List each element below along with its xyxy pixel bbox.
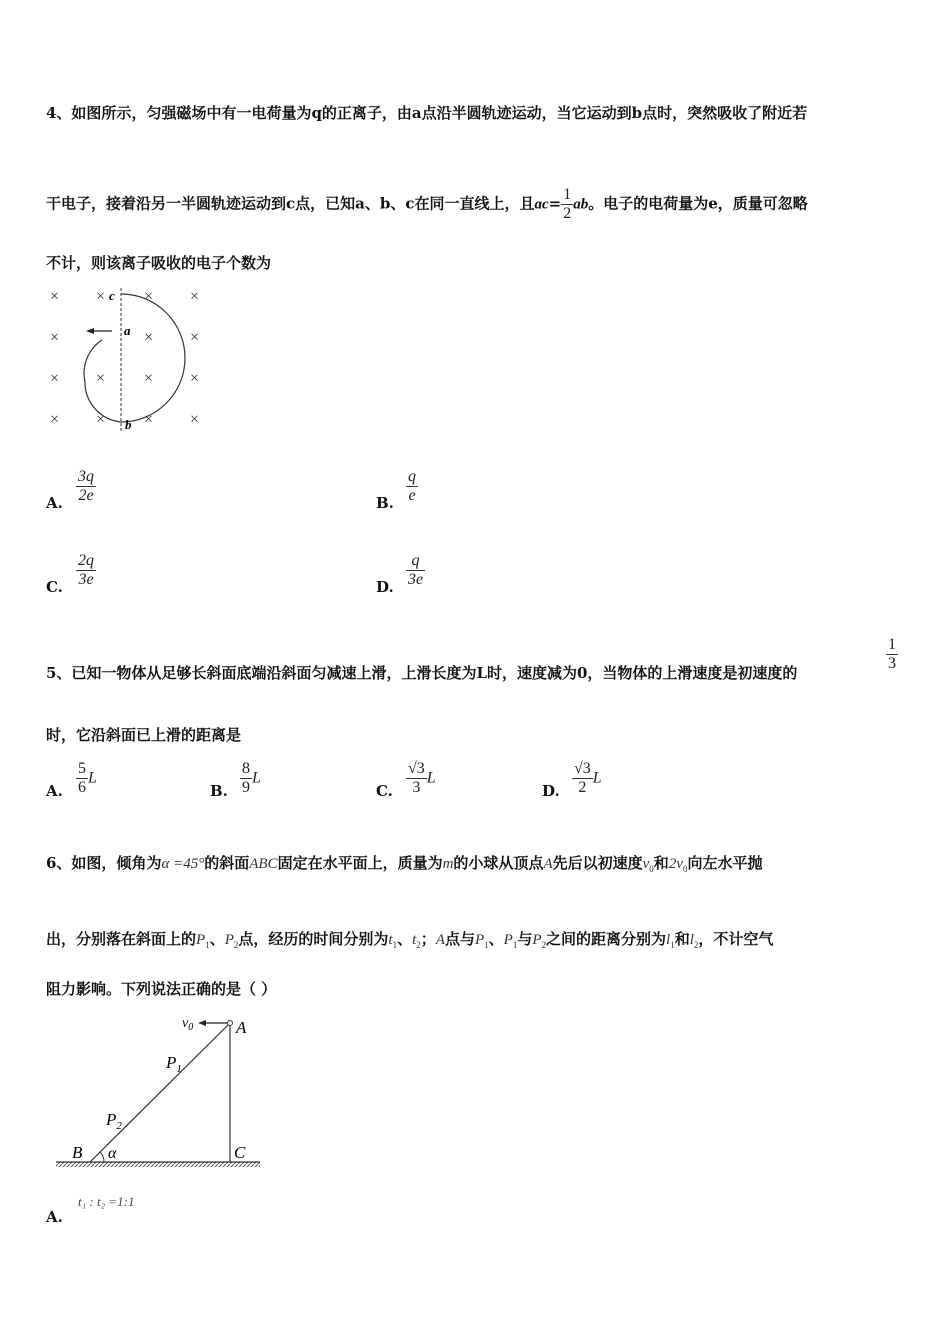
var-L: L (252, 769, 261, 787)
q6-P1: P (503, 932, 513, 948)
q6-t1: t (388, 932, 393, 948)
cross-mark: × (190, 411, 200, 428)
q6-sub: 2 (233, 940, 239, 950)
q6-A: A (435, 932, 445, 948)
q6-text: 、 (488, 930, 504, 948)
q6-2v0: 2v (668, 856, 683, 872)
large-semicircle (121, 294, 185, 422)
q6-m: m (442, 856, 454, 872)
frac-den: 3e (408, 571, 424, 588)
q6-sub: 2 (693, 940, 699, 950)
q4-option-b-label[interactable]: B. (376, 494, 394, 512)
q5-option-d-value[interactable] (572, 760, 602, 797)
q6-v0-sub: 0 (649, 864, 654, 874)
q6-sub: 1 (205, 940, 210, 950)
q6-l1: l (666, 932, 671, 948)
q6-sub: 1 (392, 940, 398, 950)
q4-half-num: 1 (563, 186, 572, 203)
q6-sub: 1 (512, 940, 518, 950)
frac-den: 2e (76, 486, 96, 505)
frac-num: √3 (408, 760, 425, 777)
q4-magnetic-field-figure (40, 282, 220, 437)
cross-mark: × (144, 411, 154, 428)
q6-line-2 (46, 928, 773, 950)
q6-incline-figure (50, 1008, 270, 1173)
label-B: B (72, 1143, 83, 1162)
q6-v0: v (642, 856, 650, 872)
q4-eq: = (548, 194, 562, 213)
q6-sub: 2 (541, 940, 546, 950)
cross-mark: × (50, 370, 60, 387)
frac-num: 3q (78, 468, 94, 485)
q4-option-d-value[interactable] (406, 552, 425, 589)
frac-num: √3 (574, 760, 591, 777)
q6-line-1 (46, 852, 763, 874)
cross-mark: × (50, 329, 60, 346)
label-P2: $P_2$ (106, 1110, 122, 1132)
q4-option-a-value[interactable] (76, 468, 96, 505)
q6-text: ； (420, 930, 436, 948)
q6-text: 与 (517, 930, 533, 948)
q4-option-a-label[interactable]: A. (46, 494, 63, 512)
q5-option-c-label[interactable]: C. (376, 782, 393, 800)
q6-P2: P (224, 932, 234, 948)
q6-text: 向左水平抛 (687, 854, 763, 872)
q6-option-a-value[interactable]: t₁ : t₂ =1:1 (78, 1194, 135, 1209)
q6-text: 固定在水平面上，质量为 (277, 854, 443, 872)
frac-den: 3 (888, 655, 896, 672)
incline-AB (90, 1023, 230, 1162)
q6-P1: P (196, 932, 206, 948)
var-L: L (426, 769, 436, 787)
frac-den: 3e (76, 570, 96, 589)
q5-option-b-value[interactable] (240, 760, 261, 797)
q4-option-b-value[interactable] (406, 468, 418, 505)
frac-den: 9 (242, 779, 250, 796)
frac-den: 6 (78, 779, 86, 796)
q6-text: 6、如图，倾角为 (46, 854, 162, 872)
cross-mark: × (144, 288, 154, 305)
label-P1: $P_1$ (166, 1053, 182, 1075)
cross-mark: × (96, 288, 106, 305)
q6-A: A (543, 856, 553, 872)
q4-option-c-label[interactable]: C. (46, 578, 63, 596)
q4-line-2 (46, 186, 808, 223)
frac-num: 1 (888, 636, 896, 653)
q6-text: 之间的距离分别为 (546, 930, 667, 948)
cross-mark: × (190, 329, 200, 346)
q6-text: 点与 (444, 930, 475, 948)
q5-option-c-value[interactable] (406, 760, 436, 797)
q4-option-d-label[interactable]: D. (376, 578, 394, 596)
q5-line-2: 时，它沿斜面已上滑的距离是 (46, 726, 242, 744)
q6-text: ，不计空气 (698, 930, 774, 948)
q4-line-3: 不计，则该离子吸收的电子个数为 (46, 254, 272, 272)
q6-text: 的斜面 (204, 854, 250, 872)
q4-ab: ab (573, 196, 589, 213)
cross-mark: × (144, 370, 154, 387)
cross-mark: × (96, 411, 106, 428)
q5-third-fraction (886, 636, 898, 673)
q6-P2: P (532, 932, 542, 948)
q4-half-den: 2 (563, 205, 572, 222)
q6-text: 、 (209, 930, 225, 948)
arrow-head-icon (198, 1020, 206, 1026)
cross-mark: × (50, 411, 60, 428)
q4-half-fraction (561, 186, 573, 223)
q6-text: 先后以初速度 (552, 854, 643, 872)
frac-den: 2 (572, 778, 593, 797)
var-L: L (592, 769, 602, 787)
q4-line-2-pre: 干电子，接着沿另一半圆轨迹运动到c点，已知a、b、c在同一直线上，且 (46, 194, 535, 213)
q6-sub: 1 (484, 940, 489, 950)
q6-text: 点，经历的时间分别为 (238, 930, 389, 948)
label-v0: $v_0$ (182, 1016, 194, 1033)
cross-mark: × (96, 370, 106, 387)
frac-num: q (408, 468, 416, 485)
q6-alpha: α =45° (161, 856, 205, 872)
q6-option-a-label[interactable]: A. (46, 1208, 63, 1226)
q6-line-3: 阻力影响。下列说法正确的是（ ） (46, 980, 277, 998)
cross-mark: × (190, 370, 200, 387)
q6-P1: P (474, 932, 485, 948)
label-a: a (124, 323, 131, 338)
q6-text: 和 (653, 854, 669, 872)
frac-den: 3 (406, 778, 427, 797)
q5-option-b-label[interactable]: B. (210, 782, 228, 800)
q6-text: 的小球从顶点 (453, 854, 544, 872)
label-A: A (236, 1018, 247, 1037)
var-L: L (88, 769, 97, 787)
q6-text: 出，分别落在斜面上的 (46, 930, 197, 948)
q5-option-d-label[interactable]: D. (542, 782, 560, 800)
frac-num: 2q (78, 552, 94, 569)
q5-line-1: 5、已知一物体从足够长斜面底端沿斜面匀减速上滑，上滑长度为L时，速度减为0，当物体的上滑速度是初速度的 (46, 664, 798, 682)
label-alpha: α (108, 1145, 117, 1162)
arrow-head-icon (86, 328, 94, 334)
label-C: C (234, 1143, 246, 1162)
q4-ac: ac (534, 196, 549, 213)
cross-mark: × (190, 288, 200, 305)
cross-mark: × (144, 329, 154, 346)
frac-den: e (406, 486, 418, 505)
q6-abc: ABC (249, 856, 278, 872)
q6-sub: 2 (416, 940, 421, 950)
q5-option-a-value[interactable] (76, 760, 97, 797)
q6-sub: 1 (670, 940, 675, 950)
angle-arc (100, 1152, 104, 1162)
q6-2v0-sub: 0 (682, 864, 688, 874)
q5-option-a-label[interactable]: A. (46, 782, 63, 800)
q6-text: 、 (397, 930, 413, 948)
frac-num: 5 (78, 760, 86, 777)
q4-line-2-post: 。电子的电荷量为e，质量可忽略 (588, 194, 808, 213)
q4-line-1: 4、如图所示，匀强磁场中有一电荷量为q的正离子，由a点沿半圆轨迹运动，当它运动到b点时，突然吸收了附近若 (46, 104, 808, 122)
ground-hatching (56, 1162, 260, 1167)
q6-t2: t (412, 932, 417, 948)
frac-num: q (411, 552, 420, 569)
q6-l2: l (689, 932, 694, 948)
label-b: b (125, 417, 132, 432)
frac-num: 8 (242, 760, 250, 777)
cross-mark: × (50, 288, 60, 305)
q6-text: 和 (674, 930, 690, 948)
label-c: c (109, 288, 115, 303)
q4-option-c-value[interactable] (76, 552, 96, 589)
ball-at-A (228, 1021, 233, 1026)
